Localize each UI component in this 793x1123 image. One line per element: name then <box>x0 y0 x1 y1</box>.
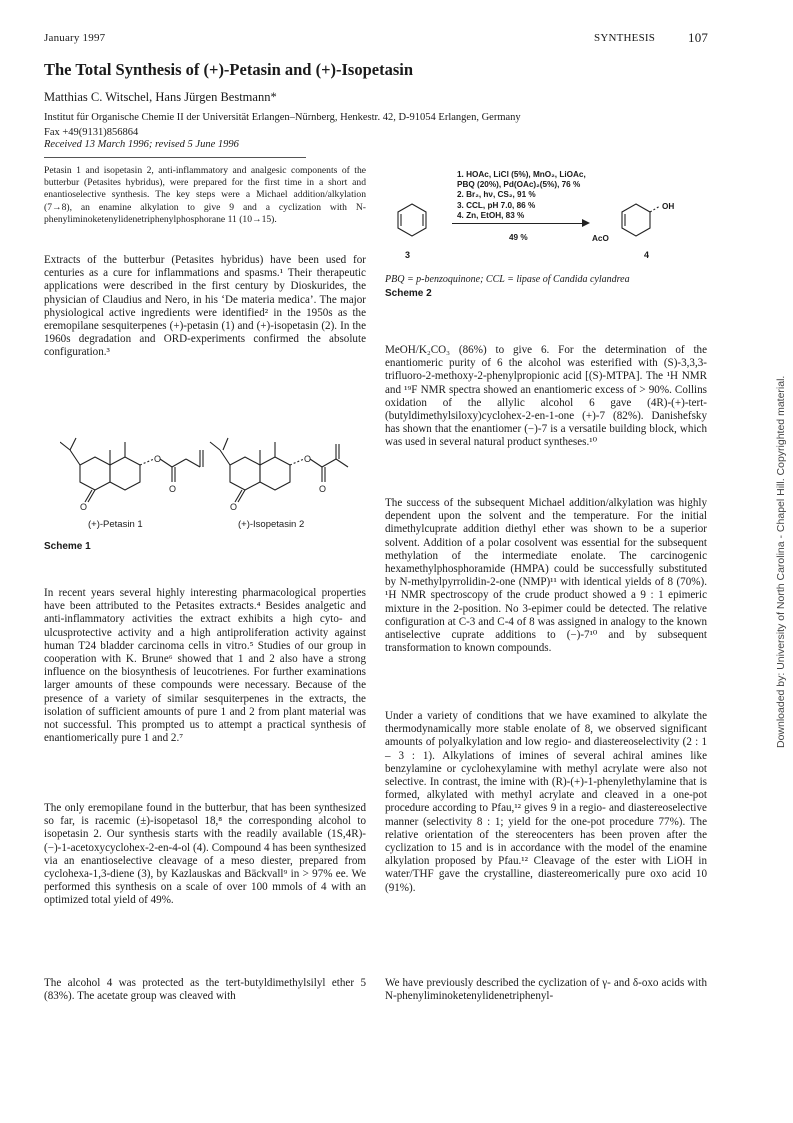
header-date: January 1997 <box>44 32 106 44</box>
abstract-rule <box>44 157 306 158</box>
abstract: Petasin 1 and isopetasin 2, anti-inflammatory and analgesic components of the butterbur (Petasites hybridus), were prepared for the first time in a short and enantioselective synthesis. The key steps were a Michael addition/alkylation (7→8), an enamine alkylation to give 9 and a cyclization with N-phenyliminoketenylidenetriphenylphosphorane 11 (10→15). <box>44 165 366 225</box>
scheme2-aco-label: AcO <box>592 234 609 243</box>
scheme2-oh-label: OH <box>662 202 675 211</box>
scheme2-label: Scheme 2 <box>385 288 432 299</box>
received-dates: Received 13 March 1996; revised 5 June 1996 <box>44 139 239 150</box>
scheme2-condition-3: 2. Br₂, hν, CS₂, 91 % <box>457 190 536 200</box>
scheme2-start-number: 3 <box>405 250 411 260</box>
scheme2-condition-1: 1. HOAc, LiCl (5%), MnO₂, LiOAc, <box>457 170 586 179</box>
affiliation-address: Institut für Organische Chemie II der Universität Erlangen–Nürnberg, Henkestr. 42, D-91054 Erlangen, Germany <box>44 112 521 123</box>
header-page-number: 107 <box>688 30 709 45</box>
left-paragraph-2: In recent years several highly interesting pharmacological properties have been attributed to the Petasites extracts.⁴ Besides analgetic and anti-inflammatory activities the extract exhibits a high cyto- and ulcusprotective activity and a high antiproliferation activity against human T24 bladder carcinoma cells in vitro.⁵ Studies of our group in cooperation with K. Brune⁶ showed that 1 and 2 also have a strong influence on the biosynthesis of leucotrienes. For further examinations larger amounts of these compounds were necessary. Because of the presence of a variety of similar sesquiterpenes in the extracts, the isolation of sufficient amounts of pure 1 and 2 from plant material was not successful. This prompted us to attempt a practical synthesis of enantiomerically pure 1 and 2.⁷ <box>44 587 366 745</box>
scheme2-product-number: 4 <box>644 250 650 260</box>
scheme1-compound1-label: (+)-Petasin 1 <box>88 519 143 530</box>
scheme2-conditions <box>457 170 586 221</box>
svg-text:O: O <box>154 454 162 464</box>
authors: Matthias C. Witschel, Hans Jürgen Bestmann* <box>44 90 277 104</box>
scheme1-label: Scheme 1 <box>44 541 91 552</box>
right-paragraph-4: We have previously described the cyclization of γ- and δ-oxo acids with N-phenyliminoketenylidenetriphenyl- <box>385 977 707 1003</box>
scheme2-condition-2: PBQ (20%), Pd(OAc)₂(5%), 76 % <box>457 180 581 190</box>
affiliation <box>44 110 521 140</box>
left-paragraph-4: The alcohol 4 was protected as the tert-butyldimethylsilyl ether 5 (83%). The acetate group was cleaved with <box>44 977 366 1003</box>
affiliation-fax: Fax +49(9131)856864 <box>44 127 139 138</box>
download-sidebar: Downloaded by: University of North Carolina - Chapel Hill. Copyrighted material. <box>775 375 787 748</box>
scheme1-compound2-label: (+)-Isopetasin 2 <box>238 519 305 530</box>
article-title: The Total Synthesis of (+)-Petasin and (+)-Isopetasin <box>44 60 414 79</box>
right-paragraph-3: Under a variety of conditions that we have examined to alkylate the thermodynamically more stable enolate of 8, we observed significant amounts of polyalkylation and low regio- and diastereoselectivity (2 : 1 – 3 : 1). Alkylations of imines of several achiral amines like benzylamine or cyclohexylamine with methyl acrylate were also not selective. In contrast, the imine with (R)-(+)-1-phenylethylamine that is formed, alkylated with methyl acrylate and cleaved in a one-pot procedure according to Pfau,¹² gives 9 in a regio- and diastereoselective manner (selectivity 8 : 1; yield for the one-pot procedure 77%). The relative orientation of the stereocenters has been proven after the cyclization to 15 and is in accordance with the model of the enamine alkylation proposed by Pfau.¹² Cleavage of the ester with LiOH in water/THF gave the crystalline, diastereomerically pure oxo acid 10 (91%). <box>385 710 707 894</box>
scheme2-arrow-line <box>452 223 587 224</box>
scheme2-footnote: PBQ = p-benzoquinone; CCL = lipase of Candida cylandrea <box>385 274 630 285</box>
right-paragraph-2: The success of the subsequent Michael addition/alkylation was highly dependent upon the solvent and the temperature. For the initial dimethylcuprate addition diethyl ether was shown to be a superior solvent. Addition of a polar cosolvent was essential for the subsequent methylation of the intermediate enolate. The carcinogenic hexamethylphosphoramide (HMPA) could be successfully substituted by N-methylpyrrolidin-2-one (NMP)¹¹ with identical yields of 8 (70%). ¹H NMR spectroscopy of the crude product showed a 9 : 1 epimeric mixture in the 2-position. No 3-epimer could be detected. The relative configuration at C-3 and C-4 of 8 was assigned in analogy to the known antiselective cuprate additions to (−)-7¹⁰ and by subsequent transformation to known compounds. <box>385 497 707 655</box>
svg-text:O: O <box>230 502 238 512</box>
scheme2-overall-yield: 49 % <box>509 233 528 242</box>
header-journal: SYNTHESIS <box>594 32 656 44</box>
scheme2-condition-5: 4. Zn, EtOH, 83 % <box>457 210 525 220</box>
left-paragraph-3: The only eremopilane found in the butterbur, that has been synthesized so far, is racemic (±)-isopetasol 18,⁸ the corresponding alcohol to isopetasin 2. Our synthesis starts with the readily available (1S,4R)-(−)-1-acetoxycyclohex-2-en-4-ol (4). Compound 4 has been synthesized via an enantioselective cleavage of a meso diester, prepared from cyclohexa-1,3-diene (3), by Kazlauskas and Bäckvall⁹ in > 97% ee. We performed this synthesis on a scale of over 100 mmols of 4 with an optimized total yield of 49%. <box>44 802 366 907</box>
left-paragraph-1: Extracts of the butterbur (Petasites hybridus) have been used for centuries as a cure for inflammations and spasms.¹ Their therapeutic applications were described in the first century by Dioskurides, the physician of Claudius and Nero, in his ‘De materia medica’. The major physiological active ingredients were identified² in the 1950s as the eremopilane sesquiterpenes (+)-petasin (1) and (+)-isopetasin (2). In the 1960s degradation and ORD-experiments confirmed the absolute configuration.³ <box>44 254 366 359</box>
svg-text:O: O <box>304 454 312 464</box>
scheme1-structures <box>60 430 350 520</box>
scheme2-condition-4: 3. CCL, pH 7.0, 86 % <box>457 200 536 210</box>
scheme2-start-structure <box>392 200 432 240</box>
scheme2-arrow-head <box>582 219 590 227</box>
svg-text:O: O <box>169 484 177 494</box>
svg-text:O: O <box>319 484 327 494</box>
svg-text:O: O <box>80 502 88 512</box>
right-paragraph-1: MeOH/K₂CO₃ (86%) to give 6. For the determination of the enantiomeric purity of 6 the alcohol was esterified with (S)-3,3,3-trifluoro-2-methoxy-2-phenylpropionic acid [(S)-MTPA]. The ¹H NMR and ¹⁹F NMR spectra showed an enantiomeric excess of > 90%. Collins oxidation of the allylic alcohol 6 gave (4R)-(+)-tert-(butyldimethylsiloxy)cyclohex-2-en-1-one (+)-7 (82%). Danishefsky has shown that the enantiomer (−)-7 is a versatile building block, which was used in several natural product syntheses.¹⁰ <box>385 344 707 449</box>
